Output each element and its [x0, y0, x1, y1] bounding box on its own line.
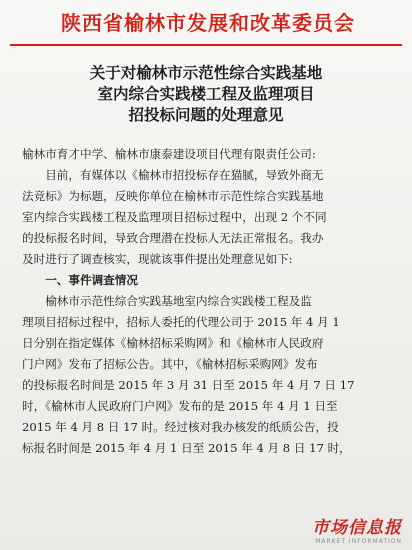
- body-line: 门户网》发布了招标公告。其中，《榆林招标采购网》发布: [22, 357, 318, 371]
- watermark-subtitle: MARKET INFORMATION: [315, 538, 402, 545]
- body-line: 及时进行了调查核实，现就该事件提出处理意见如下:: [22, 252, 293, 266]
- document-title: [40, 62, 372, 125]
- body-line: 的投标报名时间是 2015 年 3 月 31 日至 2015 年 4 月 7 日 17: [22, 378, 355, 392]
- document-body: [22, 144, 394, 459]
- body-line: 法竞标》为标题，反映你单位在榆林市示范性综合实践基地: [22, 189, 324, 203]
- body-line: 理项目招标过程中，招标人委托的代理公司于 2015 年 4 月 1: [22, 315, 340, 329]
- body-line: 标报名时间是 2015 年 4 月 1 日至 2015 年 4 月 8 日 17 时，: [22, 441, 351, 455]
- org-header: 陕西省榆林市发展和改革委员会: [61, 11, 355, 35]
- title-line: 关于对榆林市示范性综合实践基地: [89, 63, 323, 82]
- body-line: 目前，有媒体以《榆林市招投标存在猫腻，导致外商无: [22, 168, 324, 182]
- watermark-logo-text: 市场信息报: [312, 518, 402, 538]
- body-line: 室内综合实践楼工程及监理项目招标过程中，出现 2 个不同: [22, 210, 327, 224]
- newspaper-watermark: [312, 518, 402, 546]
- title-line: 招投标问题的处理意见: [128, 105, 284, 124]
- addressee-line: 榆林市育才中学、榆林市康泰建设项目代理有限责任公司:: [22, 147, 316, 161]
- title-line: 室内综合实践楼工程及监理项目: [97, 84, 315, 103]
- body-line: 2015 年 4 月 8 日 17 时。经过核对我办核发的纸质公告，投: [22, 420, 339, 434]
- body-line: 榆林市示范性综合实践基地室内综合实践楼工程及监: [22, 294, 312, 308]
- body-line: 日分别在指定媒体《榆林招标采购网》和《榆林市人民政府: [22, 336, 324, 350]
- body-line: 的投标报名时间，导致合理潜在投标人无法正常报名。我办: [22, 231, 324, 245]
- section-heading: 一、事件调查情况: [22, 273, 138, 287]
- body-line: 时，《榆林市人民政府门户网》发布的是 2015 年 4 月 1 日至: [22, 399, 338, 413]
- header-divider: [10, 44, 402, 46]
